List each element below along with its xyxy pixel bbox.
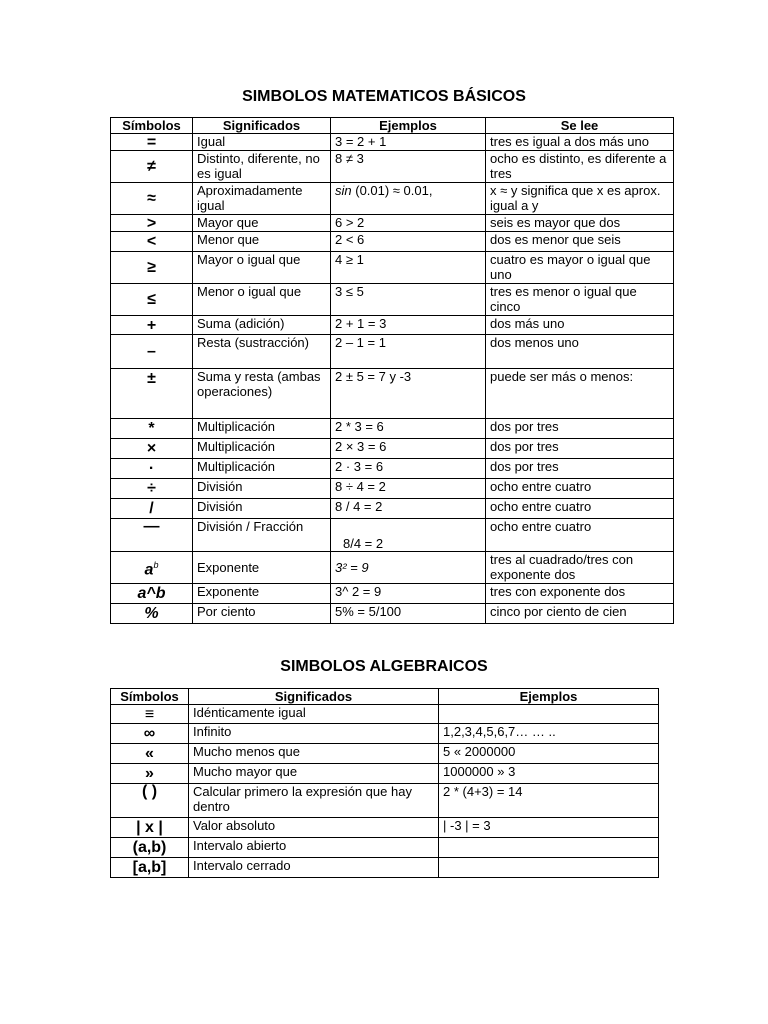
example-cell: 1,2,3,4,5,6,7… … ..	[439, 724, 659, 744]
example-cell: 8 / 4 = 2	[331, 499, 486, 519]
reading-cell: tres con exponente dos	[486, 584, 674, 604]
example-cell: 2 × 3 = 6	[331, 439, 486, 459]
symbol-cell: —	[111, 519, 193, 552]
example-cell: 3^ 2 = 9	[331, 584, 486, 604]
symbol-cell: /	[111, 499, 193, 519]
example-cell	[439, 705, 659, 724]
page-title-algebraic-symbols: SIMBOLOS ALGEBRAICOS	[280, 658, 488, 675]
symbol-cell: ≤	[111, 284, 193, 316]
example-cell: 4 ≥ 1	[331, 252, 486, 284]
table-header-row	[111, 689, 659, 705]
symbol-cell: ≡	[111, 705, 189, 724]
example-cell: 1000000 » 3	[439, 764, 659, 784]
table-row	[111, 232, 674, 252]
algebraic-symbols-table	[110, 688, 659, 878]
example-cell: 3 = 2 + 1	[331, 134, 486, 151]
table-row	[111, 479, 674, 499]
meaning-cell: Calcular primero la expresión que hay dentro	[189, 784, 439, 818]
table-row	[111, 584, 674, 604]
table-row	[111, 744, 659, 764]
meaning-cell: Igual	[193, 134, 331, 151]
table-row	[111, 419, 674, 439]
meaning-cell: Aproximadamente igual	[193, 183, 331, 215]
example-cell: 8/4 = 2	[331, 519, 486, 552]
symbol-cell: *	[111, 419, 193, 439]
table-row	[111, 151, 674, 183]
example-cell: 3² = 9	[331, 552, 486, 584]
symbol-cell: ≠	[111, 151, 193, 183]
symbol-base: a	[144, 561, 154, 579]
symbol-cell: –	[111, 335, 193, 369]
reading-cell: tres al cuadrado/tres con exponente dos	[486, 552, 674, 584]
table-row	[111, 284, 674, 316]
symbol-cell: <	[111, 232, 193, 252]
example-cell: 8 ≠ 3	[331, 151, 486, 183]
header-se-lee: Se lee	[486, 118, 674, 134]
symbol-cell: a^b	[111, 584, 193, 604]
example-cell	[331, 183, 486, 215]
reading-cell: ocho entre cuatro	[486, 479, 674, 499]
symbol-cell: [a,b]	[111, 858, 189, 878]
example-cell: 2 – 1 = 1	[331, 335, 486, 369]
table-row	[111, 818, 659, 838]
reading-cell: tres es igual a dos más uno	[486, 134, 674, 151]
table-row	[111, 764, 659, 784]
meaning-cell: Suma y resta (ambas operaciones)	[193, 369, 331, 419]
reading-cell: dos es menor que seis	[486, 232, 674, 252]
table-row	[111, 459, 674, 479]
example-cell: 8 ÷ 4 = 2	[331, 479, 486, 499]
meaning-cell: División	[193, 499, 331, 519]
meaning-cell: Idénticamente igual	[189, 705, 439, 724]
symbol-cell: >	[111, 215, 193, 232]
table-row	[111, 838, 659, 858]
reading-cell: x ≈ y significa que x es aprox. igual a y	[486, 183, 674, 215]
meaning-cell: Multiplicación	[193, 459, 331, 479]
header-simbolos: Símbolos	[111, 118, 193, 134]
meaning-cell: Exponente	[193, 584, 331, 604]
table-header-row	[111, 118, 674, 134]
meaning-cell: División / Fracción	[193, 519, 331, 552]
table-row	[111, 858, 659, 878]
symbol-cell: +	[111, 316, 193, 335]
example-cell: 2 · 3 = 6	[331, 459, 486, 479]
reading-cell: dos por tres	[486, 439, 674, 459]
symbol-cell: ·	[111, 459, 193, 479]
table-row	[111, 519, 674, 552]
reading-cell: cinco por ciento de cien	[486, 604, 674, 624]
symbol-cell: »	[111, 764, 189, 784]
table-row	[111, 604, 674, 624]
table-row	[111, 784, 659, 818]
meaning-cell: Intervalo cerrado	[189, 858, 439, 878]
example-cell	[439, 838, 659, 858]
example-cell: | -3 | = 3	[439, 818, 659, 838]
meaning-cell: Multiplicación	[193, 419, 331, 439]
table-row	[111, 439, 674, 459]
reading-cell: puede ser más o menos:	[486, 369, 674, 419]
symbol-cell: ≈	[111, 183, 193, 215]
symbol-cell: | x |	[111, 818, 189, 838]
meaning-cell: Mayor que	[193, 215, 331, 232]
symbol-cell: ÷	[111, 479, 193, 499]
example-cell: 2 * 3 = 6	[331, 419, 486, 439]
meaning-cell: Por ciento	[193, 604, 331, 624]
meaning-cell: Suma (adición)	[193, 316, 331, 335]
symbol-superscript: b	[153, 559, 159, 570]
meaning-cell: Mucho mayor que	[189, 764, 439, 784]
table-row	[111, 724, 659, 744]
example-cell: 5% = 5/100	[331, 604, 486, 624]
symbol-cell: ( )	[111, 784, 189, 818]
meaning-cell: Mucho menos que	[189, 744, 439, 764]
reading-cell: dos menos uno	[486, 335, 674, 369]
meaning-cell: Valor absoluto	[189, 818, 439, 838]
example-rest-text: (0.01) ≈ 0.01,	[351, 183, 433, 198]
header-simbolos: Símbolos	[111, 689, 189, 705]
table-row	[111, 705, 659, 724]
table-row	[111, 215, 674, 232]
table-row	[111, 134, 674, 151]
header-significados: Significados	[189, 689, 439, 705]
table-row	[111, 552, 674, 584]
table-row	[111, 369, 674, 419]
table-row	[111, 499, 674, 519]
symbol-cell: ≥	[111, 252, 193, 284]
symbol-cell: «	[111, 744, 189, 764]
example-cell: 2 * (4+3) = 14	[439, 784, 659, 818]
symbol-cell: %	[111, 604, 193, 624]
table-row	[111, 183, 674, 215]
example-cell: 5 « 2000000	[439, 744, 659, 764]
reading-cell: tres es menor o igual que cinco	[486, 284, 674, 316]
table-row	[111, 316, 674, 335]
meaning-cell: Exponente	[193, 552, 331, 584]
basic-symbols-table	[110, 117, 674, 624]
reading-cell: dos más uno	[486, 316, 674, 335]
meaning-cell: Resta (sustracción)	[193, 335, 331, 369]
meaning-cell: Menor o igual que	[193, 284, 331, 316]
meaning-cell: Intervalo abierto	[189, 838, 439, 858]
symbol-cell	[111, 552, 193, 584]
symbol-cell: ±	[111, 369, 193, 419]
example-cell	[439, 858, 659, 878]
example-cell: 2 ± 5 = 7 y -3	[331, 369, 486, 419]
reading-cell: dos por tres	[486, 459, 674, 479]
table-row	[111, 335, 674, 369]
reading-cell: dos por tres	[486, 419, 674, 439]
symbol-cell: (a,b)	[111, 838, 189, 858]
reading-cell: seis es mayor que dos	[486, 215, 674, 232]
example-cell: 6 > 2	[331, 215, 486, 232]
page-title-basic-symbols: SIMBOLOS MATEMATICOS BÁSICOS	[242, 88, 526, 105]
header-ejemplos: Ejemplos	[331, 118, 486, 134]
meaning-cell: Infinito	[189, 724, 439, 744]
reading-cell: ocho entre cuatro	[486, 499, 674, 519]
reading-cell: cuatro es mayor o igual que uno	[486, 252, 674, 284]
example-sin-text: sin	[335, 183, 352, 198]
meaning-cell: Menor que	[193, 232, 331, 252]
example-cell: 2 < 6	[331, 232, 486, 252]
header-ejemplos: Ejemplos	[439, 689, 659, 705]
table-row	[111, 252, 674, 284]
meaning-cell: Distinto, diferente, no es igual	[193, 151, 331, 183]
reading-cell: ocho entre cuatro	[486, 519, 674, 552]
example-cell: 2 + 1 = 3	[331, 316, 486, 335]
reading-cell: ocho es distinto, es diferente a tres	[486, 151, 674, 183]
meaning-cell: Multiplicación	[193, 439, 331, 459]
symbol-cell: ×	[111, 439, 193, 459]
symbol-cell: =	[111, 134, 193, 151]
header-significados: Significados	[193, 118, 331, 134]
symbol-cell: ∞	[111, 724, 189, 744]
meaning-cell: División	[193, 479, 331, 499]
meaning-cell: Mayor o igual que	[193, 252, 331, 284]
example-cell: 3 ≤ 5	[331, 284, 486, 316]
